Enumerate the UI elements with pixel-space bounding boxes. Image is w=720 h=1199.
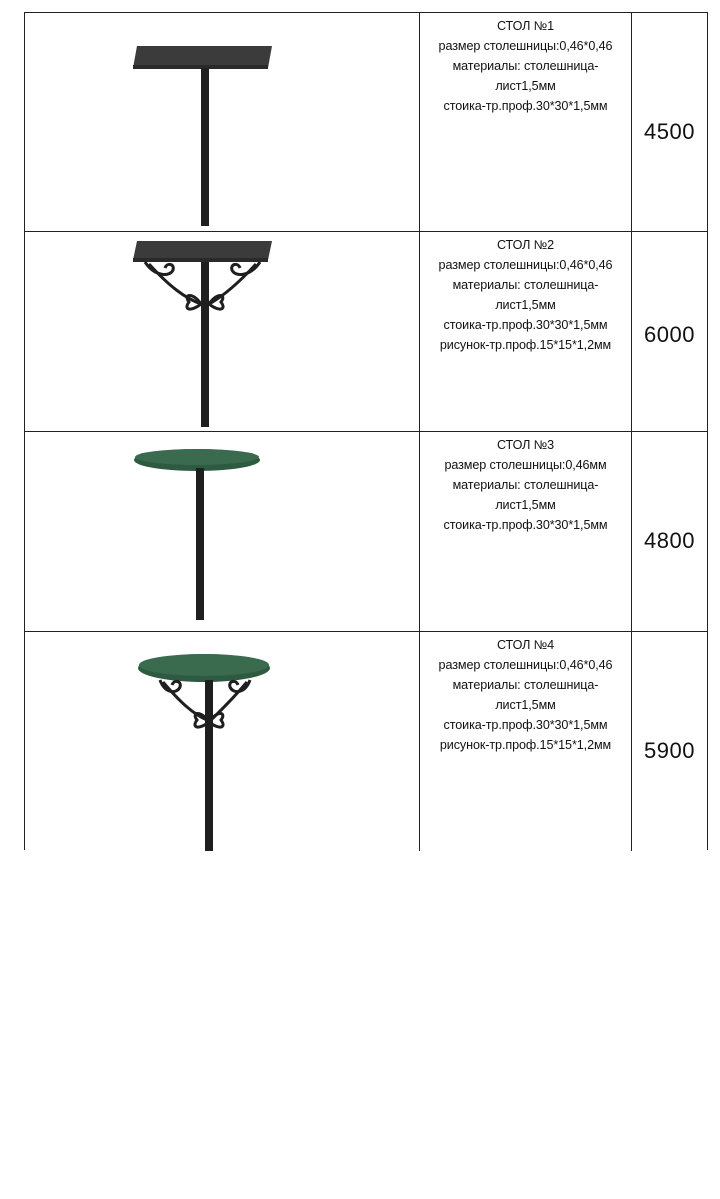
product-title: СТОЛ №4: [496, 638, 555, 652]
product-price-cell: [632, 432, 707, 631]
product-row: [25, 13, 707, 232]
product-spec-line: размер столешницы:0,46*0,46: [438, 39, 613, 53]
product-price-cell: [632, 13, 707, 231]
product-image-cell: [25, 432, 420, 631]
product-description: [420, 13, 632, 231]
product-spec-line: материалы: столешница-: [452, 678, 599, 692]
product-image-cell: [25, 632, 420, 851]
product-price: 4800: [644, 528, 695, 553]
product-price: 5900: [644, 738, 695, 763]
product-description: [420, 232, 632, 431]
product-spec-line: материалы: столешница-: [452, 278, 599, 292]
product-title: СТОЛ №2: [496, 238, 555, 252]
product-price: 6000: [644, 322, 695, 347]
product-row: [25, 632, 707, 851]
product-description: [420, 632, 632, 851]
product-spec-line: лист1,5мм: [495, 498, 556, 512]
product-spec-line: размер столешницы:0,46*0,46: [438, 258, 613, 272]
product-spec-line: лист1,5мм: [495, 298, 556, 312]
product-spec-line: стоика-тр.проф.30*30*1,5мм: [443, 318, 608, 332]
product-spec-line: размер столешницы:0,46*0,46: [438, 658, 613, 672]
product-spec-line: лист1,5мм: [495, 79, 556, 93]
round-table-ornamental-image: [125, 632, 325, 851]
product-title: СТОЛ №3: [496, 438, 555, 452]
product-spec-line: стоика-тр.проф.30*30*1,5мм: [443, 518, 608, 532]
product-description: [420, 432, 632, 631]
product-spec-line: материалы: столешница-: [452, 478, 599, 492]
product-image-cell: [25, 13, 420, 231]
product-price-cell: [632, 232, 707, 431]
product-spec-line: материалы: столешница-: [452, 59, 599, 73]
product-spec-line: рисунок-тр.проф.15*15*1,2мм: [439, 738, 612, 752]
square-table-plain-image: [125, 13, 325, 231]
product-title: СТОЛ №1: [496, 19, 555, 33]
product-price-cell: [632, 632, 707, 851]
round-table-plain-image: [125, 432, 325, 631]
product-row: [25, 232, 707, 432]
product-row: [25, 432, 707, 632]
product-spec-line: рисунок-тр.проф.15*15*1,2мм: [439, 338, 612, 352]
product-spec-line: лист1,5мм: [495, 698, 556, 712]
product-spec-line: размер столешницы:0,46мм: [444, 458, 607, 472]
product-spec-line: стоика-тр.проф.30*30*1,5мм: [443, 99, 608, 113]
product-table: [24, 12, 708, 850]
product-price: 4500: [644, 119, 695, 144]
product-image-cell: [25, 232, 420, 431]
square-table-ornamental-image: [125, 232, 325, 431]
product-spec-line: стоика-тр.проф.30*30*1,5мм: [443, 718, 608, 732]
